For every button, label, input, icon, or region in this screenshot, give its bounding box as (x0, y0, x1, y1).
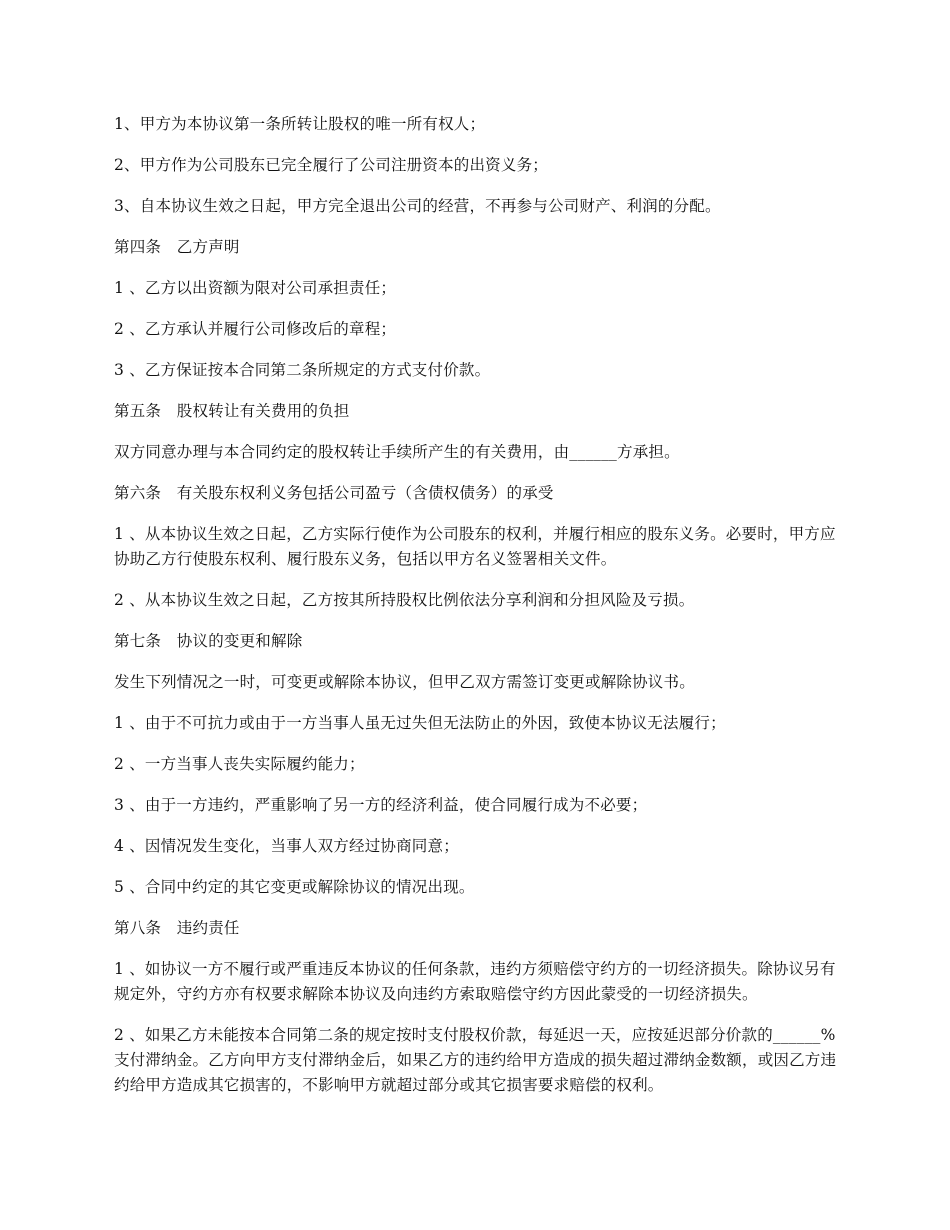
article-8-heading: 第八条 违约责任 (114, 919, 240, 937)
article-6-item-2: 2 、从本协议生效之日起，乙方按其所持股权比例依法分享利润和分担风险及亏损。 (114, 591, 695, 609)
article-8-item-1: 1 、如协议一方不履行或严重违反本协议的任何条款，违约方须赔偿守约方的一切经济损失。除协议另有规定外，守约方亦有权要求解除本协议及向违约方索取赔偿守约方因此蒙受的一切经济损失。 (114, 960, 836, 1003)
article-7-item-5: 5 、合同中约定的其它变更或解除协议的情况出现。 (114, 878, 475, 896)
article-4-item-3: 3 、乙方保证按本合同第二条所规定的方式支付价款。 (114, 361, 491, 379)
article-4-heading: 第四条 乙方声明 (114, 238, 240, 256)
clause-3-item-3: 3、自本协议生效之日起，甲方完全退出公司的经营，不再参与公司财产、利润的分配。 (114, 197, 721, 215)
article-8-item-2: 2 、如果乙方未能按本合同第二条的规定按时支付股权价款，每延迟一天，应按延迟部分价款的______%支付滞纳金。乙方向甲方支付滞纳金后，如果乙方的违约给甲方造成的损失超过滞纳金数额，或因乙方违约给甲方造成其它损害的，不影响甲方就超过部分或其它损害要求赔偿的权利。 (114, 1026, 837, 1094)
article-7-item-1: 1 、由于不可抗力或由于一方当事人虽无过失但无法防止的外因，致使本协议无法履行； (114, 714, 726, 732)
article-6-heading: 第六条 有关股东权利义务包括公司盈亏（含债权债务）的承受 (114, 484, 554, 502)
article-7-heading: 第七条 协议的变更和解除 (114, 632, 303, 650)
clause-3-item-2: 2、甲方作为公司股东已完全履行了公司注册资本的出资义务； (114, 156, 548, 174)
article-6-item-1: 1 、从本协议生效之日起，乙方实际行使作为公司股东的权利，并履行相应的股东义务。必要时，甲方应协助乙方行使股东权利、履行股东义务，包括以甲方名义签署相关文件。 (114, 525, 836, 568)
article-7-item-4: 4 、因情况发生变化，当事人双方经过协商同意； (114, 837, 459, 855)
article-4-item-2: 2 、乙方承认并履行公司修改后的章程； (114, 320, 397, 338)
article-4-item-1: 1 、乙方以出资额为限对公司承担责任； (114, 279, 397, 297)
article-7-intro: 发生下列情况之一时，可变更或解除本协议，但甲乙双方需签订变更或解除协议书。 (114, 673, 695, 691)
article-7-item-3: 3 、由于一方违约，严重影响了另一方的经济利益，使合同履行成为不必要； (114, 796, 648, 814)
clause-3-item-1: 1、甲方为本协议第一条所转让股权的唯一所有权人； (114, 115, 486, 133)
article-5-heading: 第五条 股权转让有关费用的负担 (114, 402, 350, 420)
document-body (114, 112, 840, 1114)
article-5-body: 双方同意办理与本合同约定的股权转让手续所产生的有关费用，由______方承担。 (114, 443, 680, 461)
article-7-item-2: 2 、一方当事人丧失实际履约能力； (114, 755, 365, 773)
